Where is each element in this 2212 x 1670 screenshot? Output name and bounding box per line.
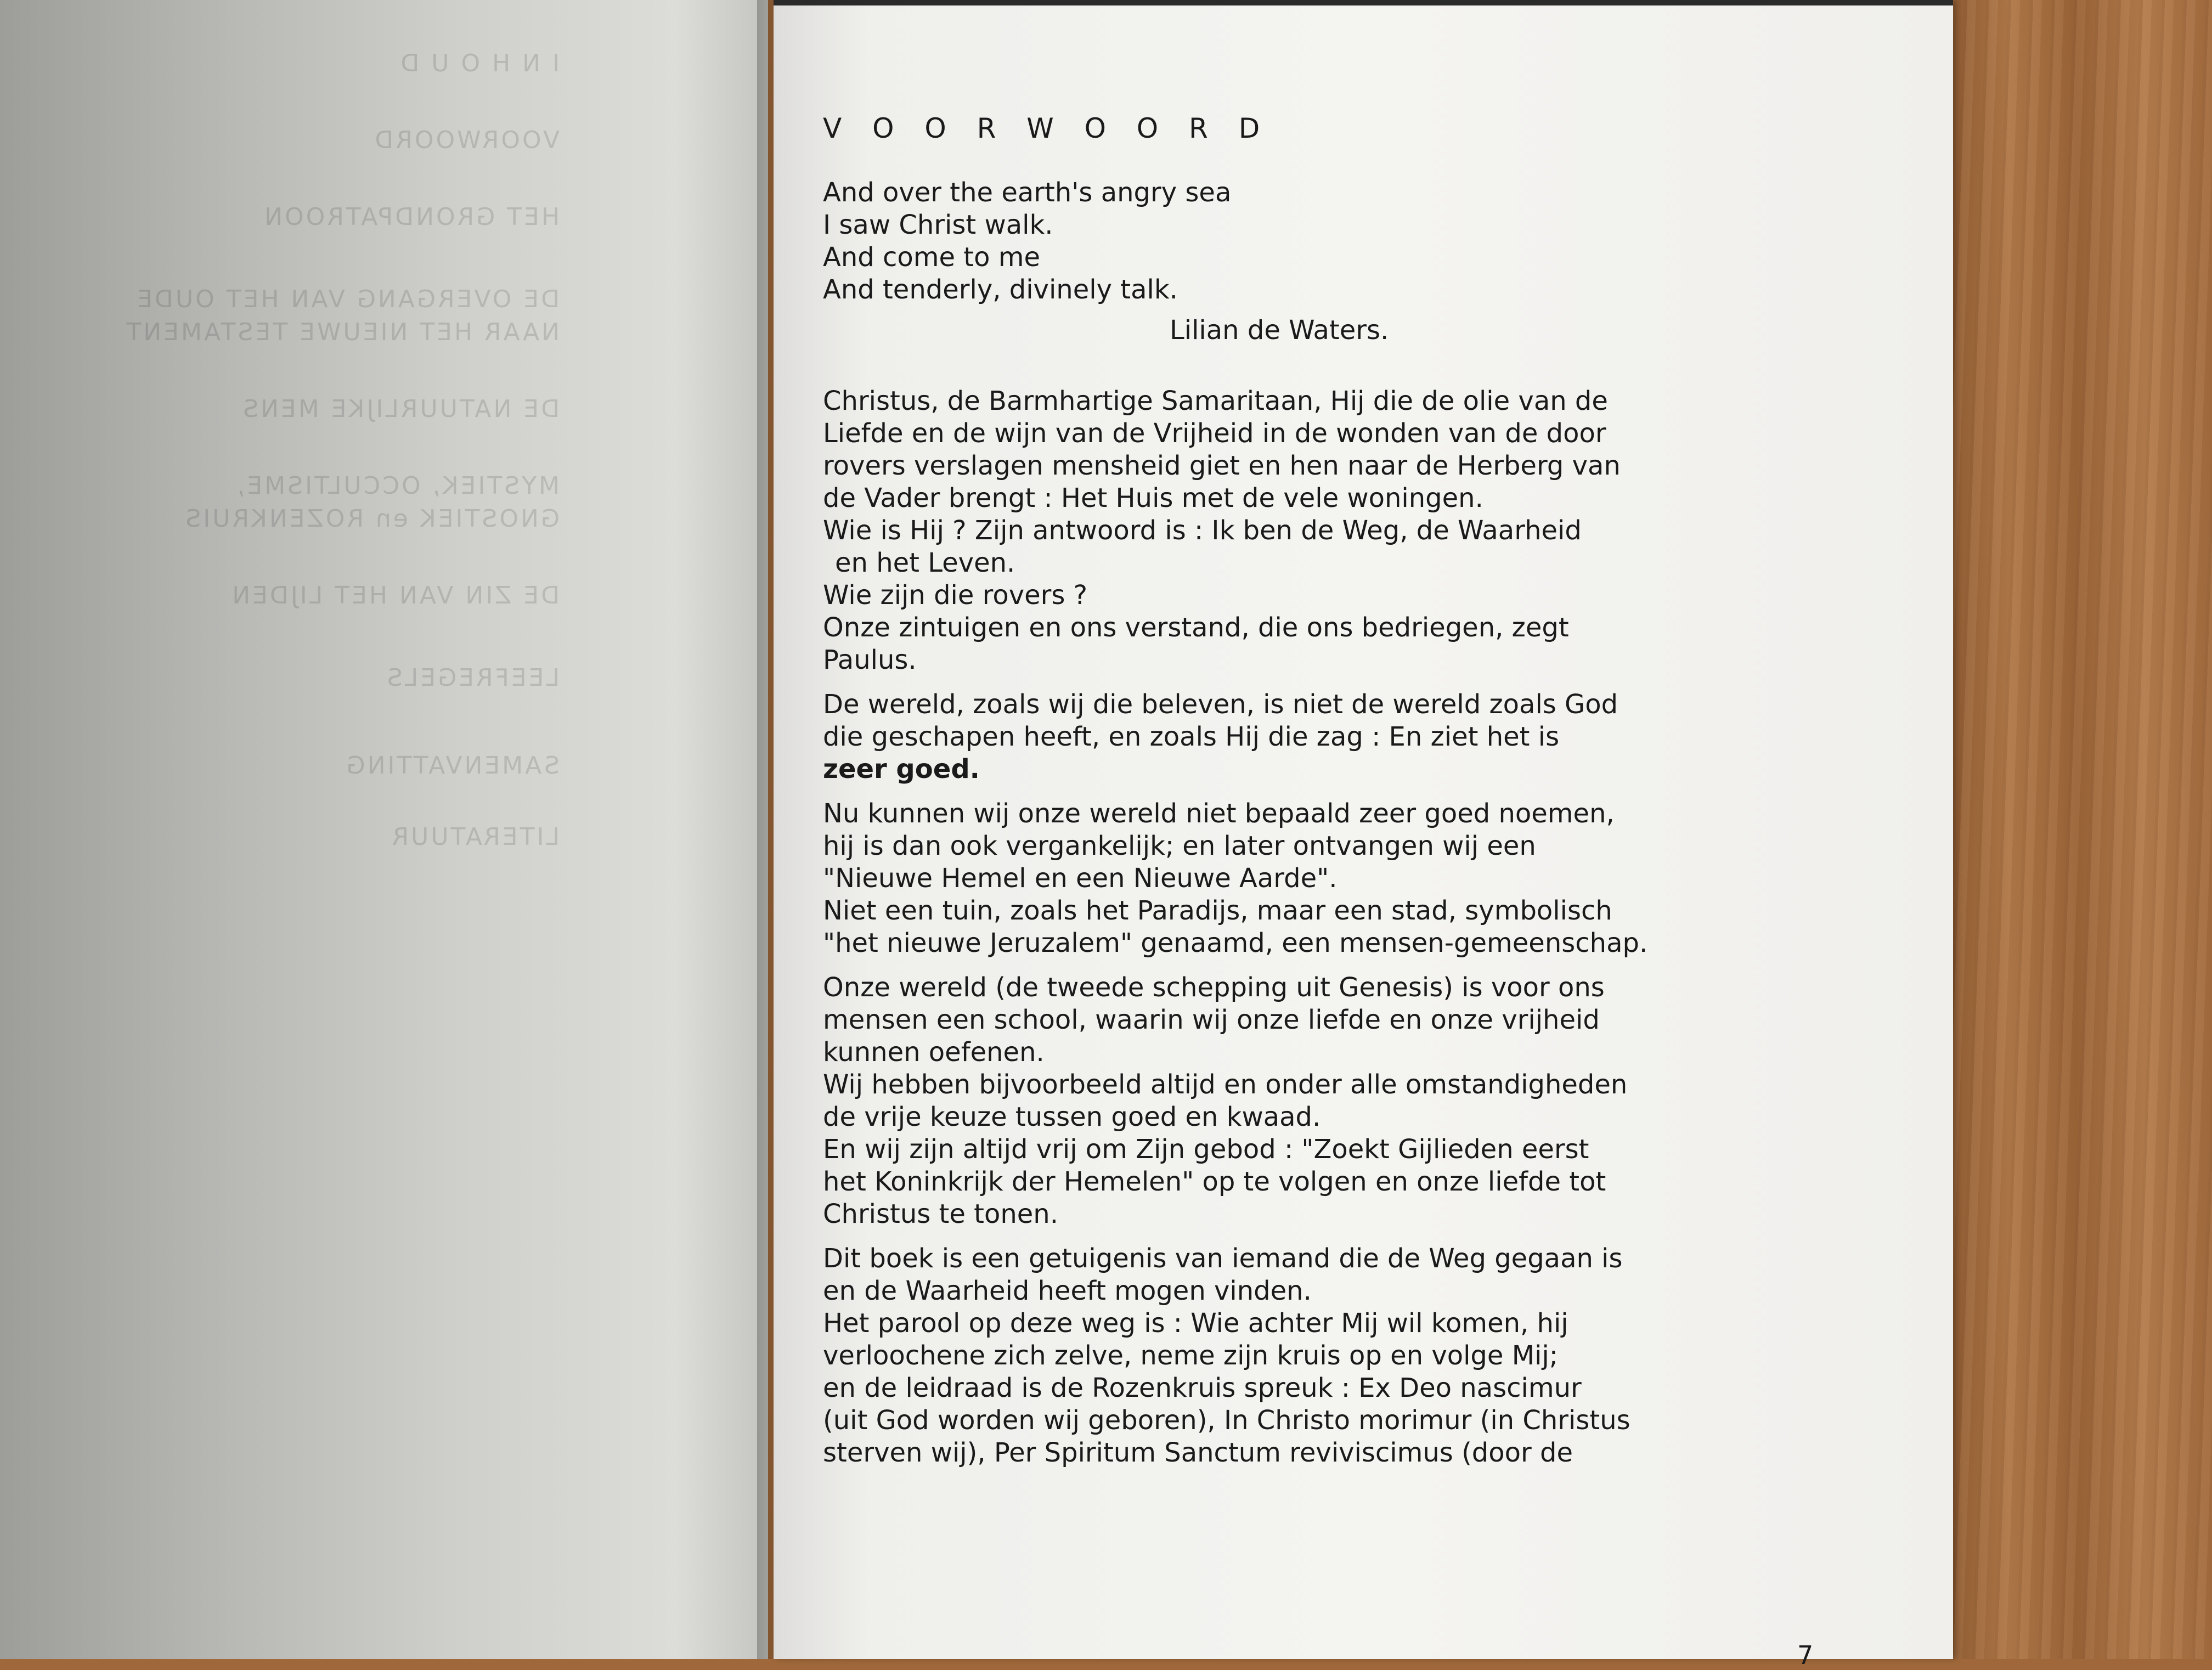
poem-author: Lilian de Waters. <box>1170 315 1389 346</box>
text-line: de Vader brengt : Het Huis met de vele woningen. <box>823 483 1483 514</box>
bleed-line: HET GRONDPATROON <box>262 203 560 231</box>
text-line: rovers verslagen mensheid giet en hen naar de Herberg van <box>823 450 1621 481</box>
text-line: (uit God worden wij geboren), In Christo morimur (in Christus <box>823 1405 1630 1436</box>
bleed-line: I N H O U D <box>398 49 560 77</box>
text-line: Wie is Hij ? Zijn antwoord is : Ik ben de Weg, de Waarheid <box>823 515 1582 546</box>
text-line: Niet een tuin, zoals het Paradijs, maar een stad, symbolisch <box>823 895 1612 926</box>
text-line: Paulus. <box>823 645 917 675</box>
text-line: Christus, de Barmhartige Samaritaan, Hij die de olie van de <box>823 386 1608 416</box>
text-line: en de leidraad is de Rozenkruis spreuk : Ex Deo nascimur <box>823 1373 1582 1403</box>
left-page-bleed-through <box>0 0 768 1659</box>
bleed-line: LITERATUUR <box>390 823 560 851</box>
text-line: "het nieuwe Jeruzalem" genaamd, een mensen-gemeenschap. <box>823 928 1648 958</box>
bleed-line: LEEFREGELS <box>385 664 560 692</box>
text-line-bold: zeer goed. <box>823 754 980 785</box>
text-line: Nu kunnen wij onze wereld niet bepaald zeer goed noemen, <box>823 798 1615 829</box>
text-line: Dit boek is een getuigenis van iemand die de Weg gegaan is <box>823 1243 1623 1274</box>
paragraph <box>823 972 1767 1231</box>
text-line: Liefde en de wijn van de Vrijheid in de wonden van de door <box>823 418 1606 449</box>
text-line: kunnen oefenen. <box>823 1037 1045 1068</box>
wooden-table <box>1942 0 2212 1659</box>
text-line: Het parool op deze weg is : Wie achter Mij wil komen, hij <box>823 1308 1568 1339</box>
bleed-line: DE OVERGANG VAN HET OUDE <box>135 285 560 313</box>
bleed-line: DE NATUURLIJKE MENS <box>241 395 560 423</box>
wood-grain <box>1942 0 2212 1659</box>
text-line: Wij hebben bijvoorbeeld altijd en onder alle omstandigheden <box>823 1069 1628 1100</box>
text-line: Wie zijn die rovers ? <box>823 580 1088 611</box>
page-heading: V O O R W O O R D <box>823 112 1271 144</box>
poem-line: And tenderly, divinely talk. <box>823 274 1178 305</box>
paragraph <box>823 385 1767 676</box>
text-line: het Koninkrijk der Hemelen" op te volgen en onze liefde tot <box>823 1166 1606 1197</box>
page-number: 7 <box>1797 1640 1814 1670</box>
poem-line: And over the earth's angry sea <box>823 177 1232 208</box>
text-line: En wij zijn altijd vrij om Zijn gebod : "Zoekt Gijlieden eerst <box>823 1134 1589 1165</box>
bleed-line: MYSTIEK, OCCULTISME, <box>235 472 560 500</box>
text-line: sterven wij), Per Spiritum Sanctum reviviscimus (door de <box>823 1437 1573 1468</box>
poem-line: I saw Christ walk. <box>823 210 1053 240</box>
page-top-edge <box>774 0 1953 5</box>
text-line: "Nieuwe Hemel en een Nieuwe Aarde". <box>823 863 1338 894</box>
text-line: verloochene zich zelve, neme zijn kruis op en volge Mij; <box>823 1340 1558 1371</box>
bleed-line: NAAR HET NIEUWE TESTAMENT <box>124 318 560 346</box>
page-text <box>823 112 1767 1481</box>
text-line: die geschapen heeft, en zoals Hij die zag : En ziet het is <box>823 721 1560 752</box>
paragraph <box>823 1243 1767 1469</box>
text-line: Onze wereld (de tweede schepping uit Genesis) is voor ons <box>823 972 1605 1003</box>
bleed-line: GNOSTIEK en ROZENKRUIS <box>183 505 560 533</box>
bleed-line: SAMENVATTING <box>344 752 560 780</box>
poem-line: And come to me <box>823 242 1041 273</box>
text-line: Onze zintuigen en ons verstand, die ons bedriegen, zegt <box>823 612 1569 643</box>
text-line: Christus te tonen. <box>823 1199 1058 1229</box>
paragraph <box>823 798 1767 960</box>
bleed-line: DE ZIN VAN HET LIJDEN <box>230 582 560 610</box>
text-line: hij is dan ook vergankelijk; en later ontvangen wij een <box>823 831 1536 861</box>
poem <box>823 177 1767 306</box>
bleed-line: VOORWOORD <box>373 126 560 154</box>
paragraph <box>823 689 1767 786</box>
text-line: en de Waarheid heeft mogen vinden. <box>823 1276 1312 1306</box>
text-line: en het Leven. <box>835 548 1015 578</box>
text-line: de vrije keuze tussen goed en kwaad. <box>823 1102 1321 1132</box>
text-line: De wereld, zoals wij die beleven, is niet de wereld zoals God <box>823 689 1618 720</box>
text-line: mensen een school, waarin wij onze liefde en onze vrijheid <box>823 1005 1600 1035</box>
